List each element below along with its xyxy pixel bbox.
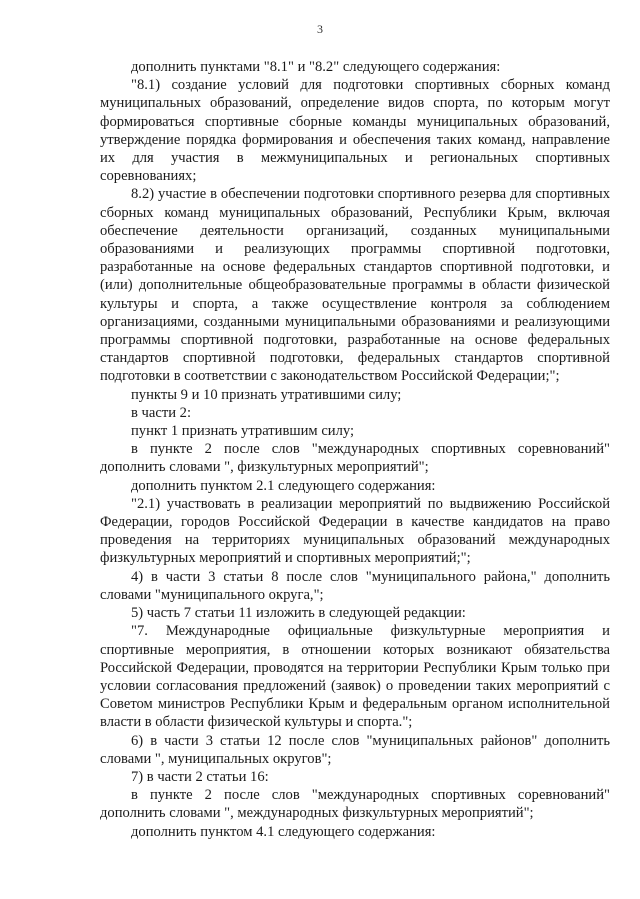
paragraph: дополнить пунктами "8.1" и "8.2" следующего содержания: — [131, 59, 501, 75]
paragraph: дополнить пунктом 2.1 следующего содержания: — [131, 477, 436, 494]
paragraph: 8.2) участие в обеспечении подготовки спортивного резерва для спортивных сборных команд муниципальных образований, Республики Крым, включая обеспечение деятельности организаций, созданных муниципальными образованиями и реализующих программы спортивной подготовки, разработанные на основе федеральных стандартов спортивной подготовки, и (или) дополнительные общеобразовательные программы в области физической культуры и спорта, а также осуществление контроля за соблюдением организациями, созданными муниципальными образованиями и реализующими программы спортивной подготовки, разработанные на основе федеральных стандартов спортивной подготовки, федеральных стандартов спортивной подготовки в соответствии с законодательством Российской Федерации;"; — [100, 186, 610, 385]
paragraph: пункты 9 и 10 признать утратившими силу; — [131, 386, 402, 403]
paragraph: в пункте 2 после слов "международных спортивных соревнований" дополнить словами ", физкультурных мероприятий"; — [100, 441, 610, 476]
paragraph: в пункте 2 после слов "международных спортивных соревнований" дополнить словами ", международных физкультурных мероприятий"; — [100, 787, 610, 822]
document-body — [100, 58, 610, 841]
paragraph: "8.1) создание условий для подготовки спортивных сборных команд муниципальных образований, определение видов спорта, по которым могут формироваться спортивные сборные команды муниципальных образований, утверждение порядка формирования и обеспечения таких команд, направление их для участия в межмуниципальных и региональных спортивных соревнованиях; — [100, 77, 610, 185]
paragraph: дополнить пунктом 4.1 следующего содержания: — [131, 823, 436, 840]
paragraph: в части 2: — [131, 404, 192, 421]
paragraph: 6) в части 3 статьи 12 после слов "муниципальных районов" дополнить словами ", муниципальных округов"; — [100, 732, 610, 767]
paragraph: 7) в части 2 статьи 16: — [131, 768, 269, 785]
paragraph: "2.1) участвовать в реализации мероприятий по выдвижению Российской Федерации, городов Российской Федерации в качестве кандидатов на право проведения на территориях муниципальных образований международных физкультурных мероприятий и спортивных мероприятий;"; — [100, 495, 610, 567]
paragraph: "7. Международные официальные физкультурные мероприятия и спортивные мероприятия, в отношении которых возникают обязательства Российской Федерации, проводятся на территории Республики Крым только при условии согласования предложений (заявок) о проведении таких мероприятий с Советом министров Республики Крым и федеральным органом исполнительной власти в области физической культуры и спорта."; — [100, 623, 610, 731]
page-number: 3 — [317, 22, 323, 36]
paragraph: пункт 1 признать утратившим силу; — [131, 423, 355, 440]
paragraph: 5) часть 7 статьи 11 изложить в следующей редакции: — [131, 605, 466, 622]
paragraph: 4) в части 3 статьи 8 после слов "муниципального района," дополнить словами "муниципального округа,"; — [100, 568, 610, 603]
